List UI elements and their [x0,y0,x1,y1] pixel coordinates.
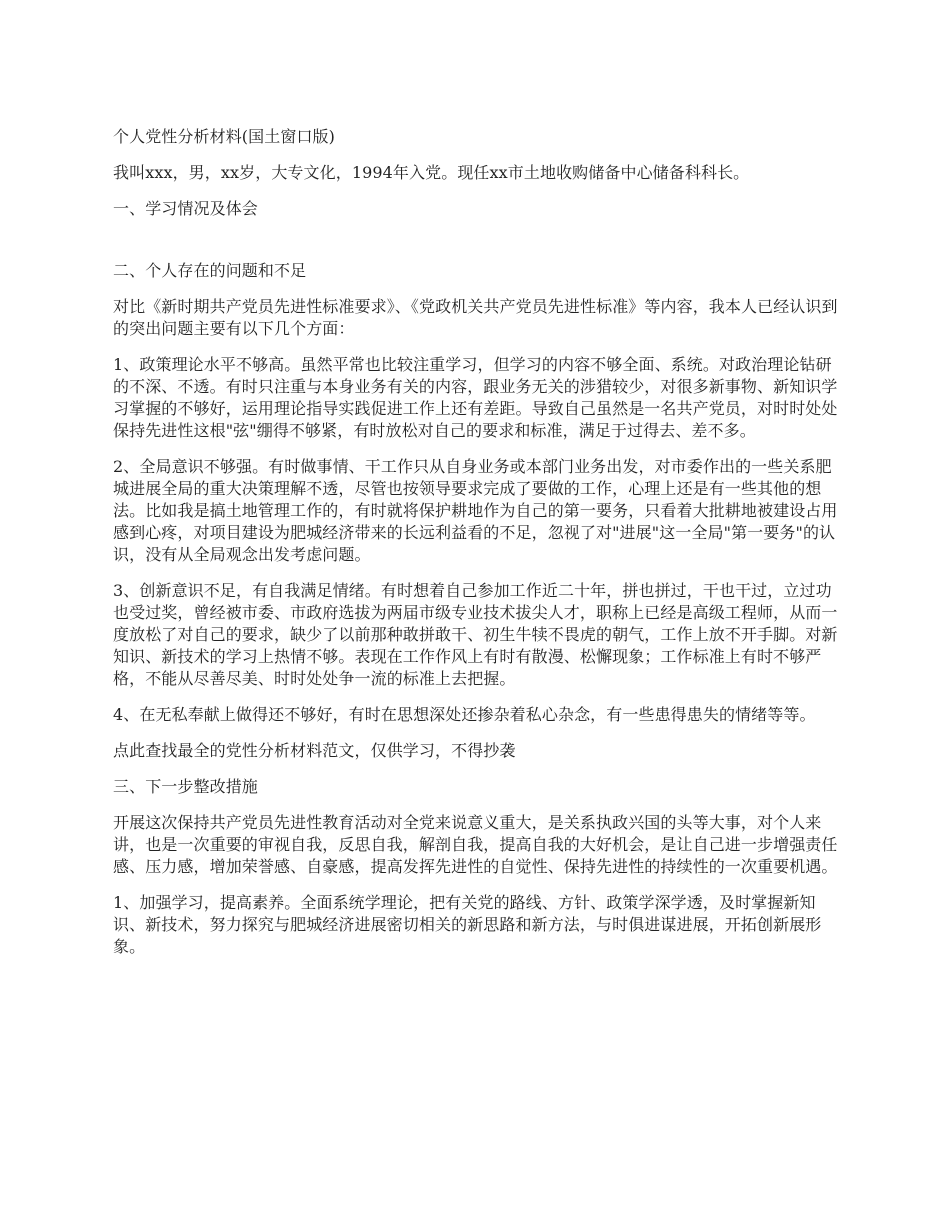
heading-section-3: 三、下一步整改措施 [113,777,258,796]
document-title: 个人党性分析材料(国土窗口版) [113,127,335,146]
paragraph-issue-1: 1、政策理论水平不够高。虽然平常也比较注重学习，但学习的内容不够全面、系统。对政治理论钻研的不深、不透。有时只注重与本身业务有关的内容，跟业务无关的涉猎较少，对很多新事物、新知识学习掌握的不够好，运用理论指导实践促进工作上还有差距。导致自己虽然是一名共产党员，对时时处处保持先进性这根"弦"绷得不够紧，有时放松对自己的要求和标准，满足于过得去、差不多。 [113,355,838,440]
document-page [113,126,841,972]
paragraph-measure-1: 1、加强学习，提高素养。全面系统学理论，把有关党的路线、方针、政策学深学透，及时掌握新知识、新技术，努力探究与肥城经济进展密切相关的新思路和新方法，与时俱进谋进展，开拓创新展形象。 [113,893,822,956]
heading-section-2: 二、个人存在的问题和不足 [113,261,307,280]
paragraph-significance: 开展这次保持共产党员先进性教育活动对全党来说意义重大，是关系执政兴国的头等大事，对个人来讲，也是一次重要的审视自我，反思自我，解剖自我，提高自我的大好机会，是让自己进一步增强责任感、压力感，增加荣誉感、自豪感，提高发挥先进性的自觉性、保持先进性的持续性的一次重要机遇。 [113,813,838,876]
paragraph-comparison: 对比《新时期共产党员先进性标准要求》、《党政机关共产党员先进性标准》等内容，我本人已经认识到的突出问题主要有以下几个方面： [113,297,838,338]
paragraph-issue-3: 3、创新意识不足，有自我满足情绪。有时想着自己参加工作近二十年，拼也拼过，干也干过，立过功也受过奖，曾经被市委、市政府选拔为两届市级专业技术拔尖人才，职称上已经是高级工程师，从而一度放松了对自己的要求，缺少了以前那种敢拼敢干、初生牛犊不畏虎的朝气，工作上放不开手脚。对新知识、新技术的学习上热情不够。表现在工作作风上有时有散漫、松懈现象；工作标准上有时不够严格，不能从尽善尽美、时时处处争一流的标准上去把握。 [113,581,838,688]
paragraph-issue-2: 2、全局意识不够强。有时做事情、干工作只从自身业务或本部门业务出发，对市委作出的一些关系肥城进展全局的重大决策理解不透，尽管也按领导要求完成了要做的工作，心理上还是有一些其他的想法。比如我是搞土地管理工作的，有时就将保护耕地作为自己的第一要务，只看着大批耕地被建设占用感到心疼，对项目建设为肥城经济带来的长远利益看的不足，忽视了对"进展"这一全局"第一要务"的认识，没有从全局观念出发考虑问题。 [113,457,838,564]
heading-section-1: 一、学习情况及体会 [113,199,258,218]
paragraph-issue-4: 4、在无私奉献上做得还不够好，有时在思想深处还掺杂着私心杂念，有一些患得患失的情绪等等。 [113,705,816,724]
paragraph-notice: 点此查找最全的党性分析材料范文，仅供学习，不得抄袭 [113,741,516,760]
paragraph-intro: 我叫xxx，男，xx岁，大专文化，1994年入党。现任xx市土地收购储备中心储备科科长。 [113,163,750,182]
